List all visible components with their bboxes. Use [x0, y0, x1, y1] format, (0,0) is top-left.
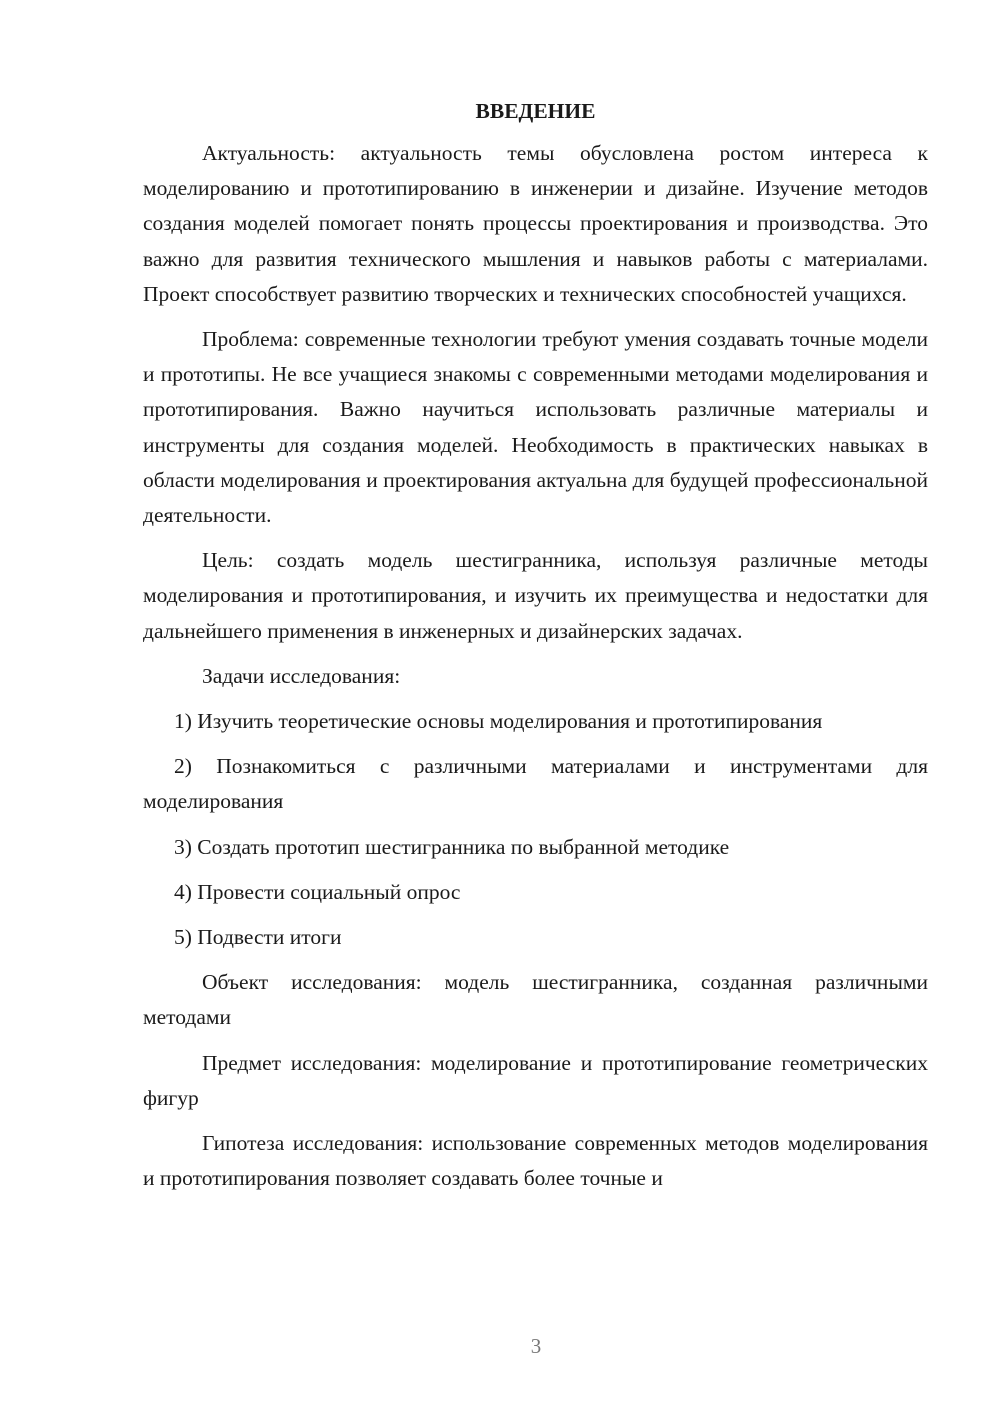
paragraph-relevance: Актуальность: актуальность темы обусловлена ростом интереса к моделированию и прототипированию в инженерии и дизайне. Изучение методов создания моделей помогает понять процессы проектирования и производства. Это важно для развития технического мышления и навыков работы с материалами. Проект способствует развитию творческих и технических способностей учащихся. [143, 141, 928, 306]
page-content [143, 96, 928, 1206]
page-number: 3 [530, 1334, 542, 1358]
section-heading: ВВЕДЕНИЕ [475, 99, 596, 123]
task-item-3: 3) Создать прототип шестигранника по выбранной методике [174, 834, 730, 859]
paragraph-goal: Цель: создать модель шестигранника, используя различные методы моделирования и прототипирования, и изучить их преимущества и недостатки для дальнейшего применения в инженерных и дизайнерских задачах. [143, 548, 928, 643]
task-item-5: 5) Подвести итоги [174, 925, 342, 950]
paragraph-object: Объект исследования: модель шестигранника, созданная различными методами [143, 970, 928, 1030]
task-item-1: 1) Изучить теоретические основы моделирования и прототипирования [174, 709, 823, 734]
paragraph-tasks-intro: Задачи исследования: [202, 663, 401, 688]
task-item-2: 2) Познакомиться с различными материалами и инструментами для моделирования [143, 754, 928, 814]
paragraph-subject: Предмет исследования: моделирование и прототипирование геометрических фигур [143, 1050, 928, 1110]
paragraph-hypothesis: Гипотеза исследования: использование современных методов моделирования и прототипирования позволяет создавать более точные и [143, 1131, 928, 1191]
task-item-4: 4) Провести социальный опрос [174, 879, 461, 904]
paragraph-problem: Проблема: современные технологии требуют умения создавать точные модели и прототипы. Не все учащиеся знакомы с современными методами моделирования и прототипирования. Важно научиться использовать различные материалы и инструменты для создания моделей. Необходимость в практических навыках в области моделирования и проектирования актуальна для будущей профессиональной деятельности. [143, 327, 928, 528]
